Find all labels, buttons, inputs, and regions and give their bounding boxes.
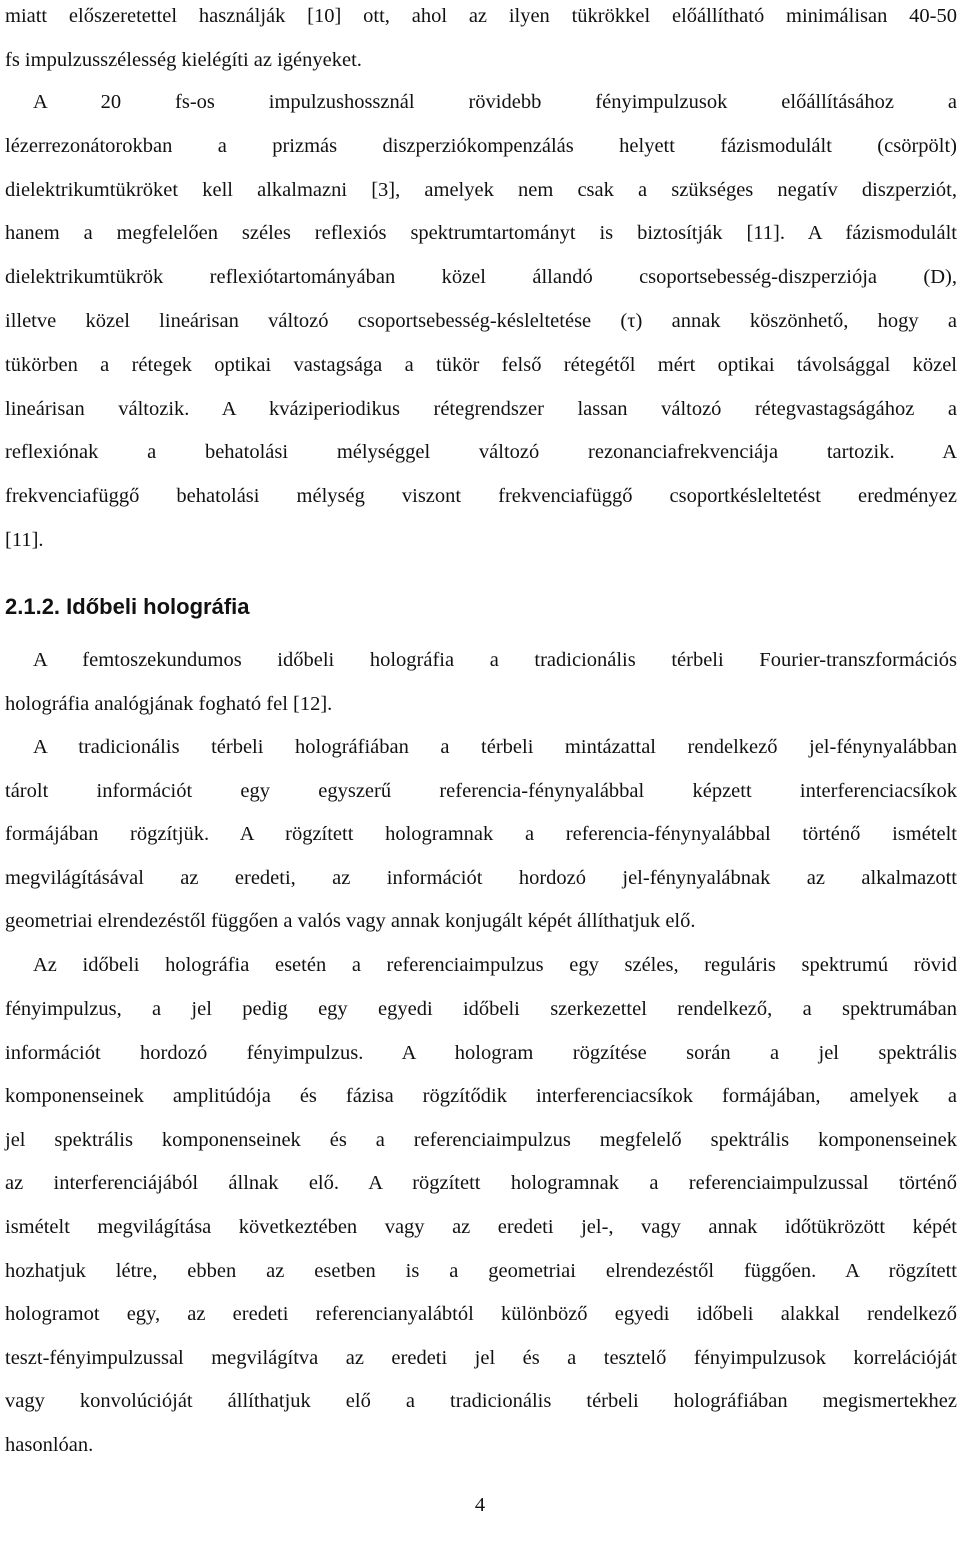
text-line: megvilágításával az eredeti, az információt hordozó jel-fénynyalábnak az alkalmazott: [5, 867, 957, 889]
text-line: komponenseinek amplitúdója és fázisa rögzítődik interferenciacsíkok formájában, amelyek a: [5, 1085, 957, 1107]
text-line: [11].: [5, 529, 44, 551]
text-line: frekvenciafüggő behatolási mélység viszont frekvenciafüggő csoportkésleltetést eredményez: [5, 485, 957, 507]
text-line: tárolt információt egy egyszerű referencia-fénynyalábbal képzett interferenciacsíkok: [5, 780, 957, 802]
text-line: geometriai elrendezéstől függően a valós vagy annak konjugált képét állíthatjuk elő.: [5, 910, 696, 932]
text-line: A tradicionális térbeli holográfiában a térbeli mintázattal rendelkező jel-fénynyalábban: [33, 736, 957, 758]
text-line: formájában rögzítjük. A rögzített hologramnak a referencia-fénynyalábbal történő ismételt: [5, 823, 957, 845]
text-line: miatt előszeretettel használják [10] ott, ahol az ilyen tükrökkel előállítható minimálisan 40-50: [5, 5, 957, 27]
text-line: fs impulzusszélesség kielégíti az igényeket.: [5, 49, 362, 71]
text-line: dielektrikumtükrök reflexiótartományában közel állandó csoportsebesség-diszperziója (D),: [5, 266, 957, 288]
text-line: fényimpulzus, a jel pedig egy egyedi időbeli szerkezettel rendelkező, a spektrumában: [5, 998, 957, 1020]
text-line: A 20 fs-os impulzushossznál rövidebb fényimpulzusok előállításához a: [33, 91, 957, 113]
section-heading: [5, 593, 250, 621]
text-line: lézerrezonátorokban a prizmás diszperziókompenzálás helyett fázismodulált (csörpölt): [5, 135, 957, 157]
text-line: illetve közel lineárisan változó csoportsebesség-késleltetése (τ) annak köszönhető, hogy a: [5, 310, 957, 332]
text-line: vagy konvolúcióját állíthatjuk elő a tradicionális térbeli holográfiában megismertekhez: [5, 1390, 957, 1412]
text-line: lineárisan változik. A kváziperiodikus rétegrendszer lassan változó rétegvastagságához a: [5, 398, 957, 420]
text-line: tükörben a rétegek optikai vastagsága a tükör felső rétegétől mért optikai távolsággal közel: [5, 354, 957, 376]
text-line: reflexiónak a behatolási mélységgel változó rezonanciafrekvenciája tartozik. A: [5, 441, 957, 463]
text-line: teszt-fényimpulzussal megvilágítva az eredeti jel és a tesztelő fényimpulzusok korrelációját: [5, 1347, 957, 1369]
section-title: Időbeli holográfia: [66, 594, 250, 619]
text-line: az interferenciájából állnak elő. A rögzített hologramnak a referenciaimpulzussal történő: [5, 1172, 957, 1194]
text-line: dielektrikumtükröket kell alkalmazni [3], amelyek nem csak a szükséges negatív diszperziót,: [5, 179, 957, 201]
page-number: 4: [474, 1494, 486, 1516]
text-line: információt hordozó fényimpulzus. A hologram rögzítése során a jel spektrális: [5, 1042, 957, 1064]
text-line: hologramot egy, az eredeti referencianyalábtól különböző egyedi időbeli alakkal rendelkező: [5, 1303, 957, 1325]
text-line: hanem a megfelelően széles reflexiós spektrumtartományt is biztosítják [11]. A fázismodulált: [5, 222, 957, 244]
section-number: 2.1.2.: [5, 594, 61, 619]
text-line: jel spektrális komponenseinek és a referenciaimpulzus megfelelő spektrális komponenseinek: [5, 1129, 957, 1151]
text-line: A femtoszekundumos időbeli holográfia a tradicionális térbeli Fourier-transzformációs: [33, 649, 957, 671]
text-line: holográfia analógjának fogható fel [12].: [5, 693, 333, 715]
text-line: hasonlóan.: [5, 1434, 94, 1456]
text-line: ismételt megvilágítása következtében vagy az eredeti jel-, vagy annak időtükrözött képét: [5, 1216, 957, 1238]
text-line: hozhatjuk létre, ebben az esetben is a geometriai elrendezéstől függően. A rögzített: [5, 1260, 957, 1282]
text-line: Az időbeli holográfia esetén a referenciaimpulzus egy széles, reguláris spektrumú rövid: [33, 954, 957, 976]
